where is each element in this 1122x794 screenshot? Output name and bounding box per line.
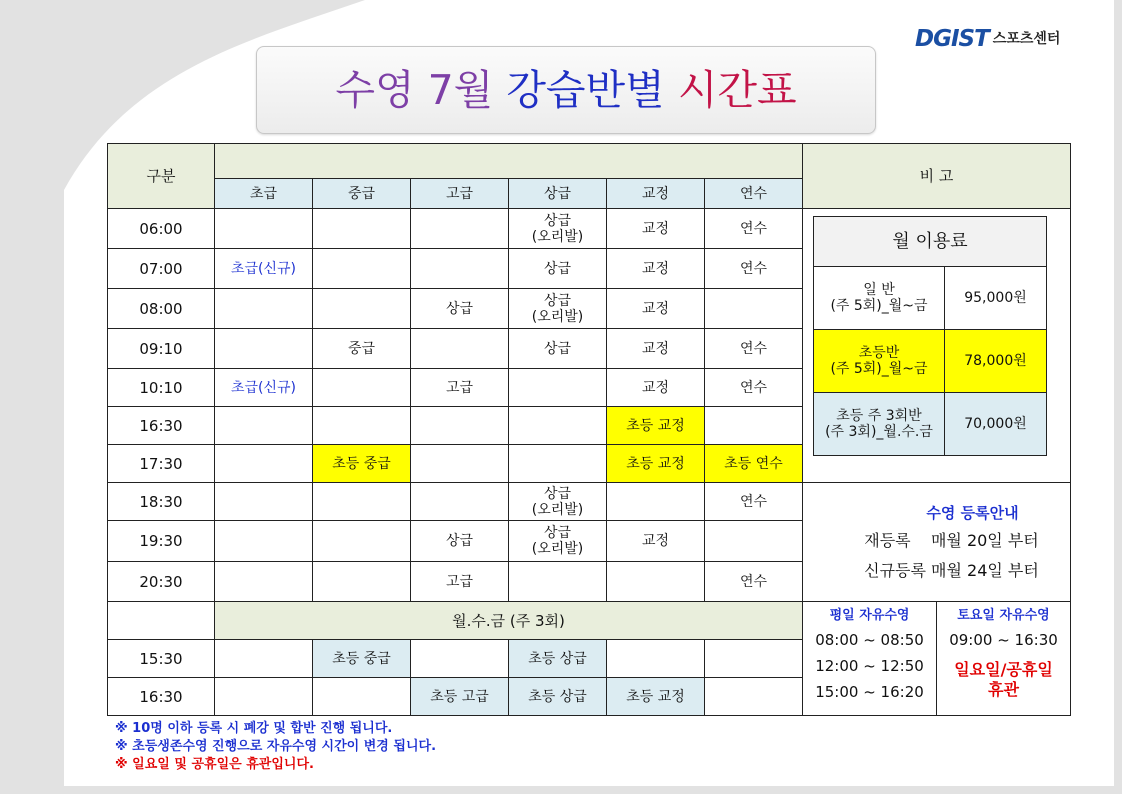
class-cell: 초급(신규) bbox=[215, 369, 313, 407]
weekday-time: 15:00 ~ 16:20 bbox=[815, 683, 924, 701]
class-cell: 교정 bbox=[607, 209, 705, 249]
class-cell bbox=[509, 407, 607, 445]
class-cell: 연수 bbox=[705, 209, 803, 249]
time-cell: 15:30 bbox=[108, 640, 215, 678]
registration-line: 재등록 매월 20일 부터 bbox=[864, 531, 1039, 550]
weekday-free-swim-title: 평일 자유수영 bbox=[829, 608, 910, 623]
class-cell bbox=[215, 521, 313, 562]
header-category: 구분 bbox=[108, 144, 215, 209]
level-header: 연수 bbox=[705, 179, 803, 209]
time-cell: 20:30 bbox=[108, 562, 215, 602]
class-cell: 교정 bbox=[607, 521, 705, 562]
class-cell bbox=[607, 562, 705, 602]
time-cell: 08:00 bbox=[108, 289, 215, 329]
class-cell: 상급 (오리발) bbox=[509, 521, 607, 562]
class-cell: 연수 bbox=[705, 562, 803, 602]
dgist-logo bbox=[915, 26, 1060, 52]
frame-right bbox=[1114, 0, 1122, 794]
class-cell: 상급 bbox=[509, 329, 607, 369]
class-cell bbox=[313, 483, 411, 521]
class-cell bbox=[411, 407, 509, 445]
page-title bbox=[256, 46, 876, 134]
class-cell: 교정 bbox=[607, 289, 705, 329]
fee-label: 일 반 (주 5회)_월~금 bbox=[814, 267, 945, 330]
class-cell bbox=[215, 209, 313, 249]
level-header: 교정 bbox=[607, 179, 705, 209]
class-cell bbox=[313, 289, 411, 329]
header-group-blank bbox=[215, 144, 803, 179]
mwf-header: 월.수.금 (주 3회) bbox=[215, 602, 803, 640]
class-cell: 상급 bbox=[509, 249, 607, 289]
class-cell: 상급 bbox=[411, 289, 509, 329]
class-cell: 고급 bbox=[411, 562, 509, 602]
fee-price: 70,000원 bbox=[945, 393, 1047, 456]
class-cell: 교정 bbox=[607, 329, 705, 369]
class-cell: 초급(신규) bbox=[215, 249, 313, 289]
fee-table bbox=[813, 216, 1047, 456]
level-header: 중급 bbox=[313, 179, 411, 209]
time-cell: 18:30 bbox=[108, 483, 215, 521]
class-cell: 고급 bbox=[411, 369, 509, 407]
class-cell bbox=[705, 521, 803, 562]
class-cell bbox=[509, 445, 607, 483]
class-cell bbox=[215, 562, 313, 602]
class-cell: 초등 고급 bbox=[411, 678, 509, 716]
class-cell: 상급 (오리발) bbox=[509, 209, 607, 249]
class-cell bbox=[313, 369, 411, 407]
schedule-table bbox=[107, 143, 1071, 716]
table-row bbox=[108, 602, 1071, 640]
time-cell: 10:10 bbox=[108, 369, 215, 407]
closed-notice: 일요일/공휴일 휴관 bbox=[954, 660, 1053, 699]
level-header: 상급 bbox=[509, 179, 607, 209]
class-cell: 연수 bbox=[705, 249, 803, 289]
title-part2: 강습반별 bbox=[506, 66, 665, 114]
level-header: 초급 bbox=[215, 179, 313, 209]
class-cell: 초등 상급 bbox=[509, 640, 607, 678]
class-cell: 초등 상급 bbox=[509, 678, 607, 716]
class-cell bbox=[313, 249, 411, 289]
time-cell: 07:00 bbox=[108, 249, 215, 289]
level-header: 고급 bbox=[411, 179, 509, 209]
class-cell bbox=[313, 209, 411, 249]
class-cell: 초등 중급 bbox=[313, 445, 411, 483]
class-cell: 초등 중급 bbox=[313, 640, 411, 678]
class-cell bbox=[607, 483, 705, 521]
class-cell bbox=[411, 329, 509, 369]
class-cell bbox=[411, 483, 509, 521]
class-cell bbox=[705, 407, 803, 445]
title-part1: 수영 7월 bbox=[335, 66, 494, 114]
registration-line: 신규등록 매월 24일 부터 bbox=[864, 561, 1039, 580]
fee-price: 78,000원 bbox=[945, 330, 1047, 393]
fee-price: 95,000원 bbox=[945, 267, 1047, 330]
class-cell bbox=[215, 678, 313, 716]
notes bbox=[115, 720, 436, 774]
class-cell bbox=[607, 640, 705, 678]
class-cell: 연수 bbox=[705, 329, 803, 369]
table-row bbox=[108, 209, 1071, 249]
saturday-free-swim-title: 토요일 자유수영 bbox=[957, 608, 1050, 623]
class-cell: 초등 교정 bbox=[607, 678, 705, 716]
class-cell bbox=[215, 329, 313, 369]
saturday-time: 09:00 ~ 16:30 bbox=[949, 631, 1058, 649]
weekday-time: 12:00 ~ 12:50 bbox=[815, 657, 924, 675]
note-3: ※ 일요일 및 공휴일은 휴관입니다. bbox=[115, 757, 314, 772]
class-cell bbox=[705, 678, 803, 716]
class-cell: 상급 (오리발) bbox=[509, 289, 607, 329]
registration-panel bbox=[803, 483, 1071, 602]
time-cell: 16:30 bbox=[108, 407, 215, 445]
class-cell bbox=[411, 249, 509, 289]
class-cell: 교정 bbox=[607, 249, 705, 289]
header-remarks: 비 고 bbox=[803, 144, 1071, 209]
fee-panel bbox=[803, 209, 1071, 483]
class-cell bbox=[509, 562, 607, 602]
class-cell bbox=[411, 640, 509, 678]
class-cell bbox=[313, 562, 411, 602]
time-cell: 16:30 bbox=[108, 678, 215, 716]
class-cell: 교정 bbox=[607, 369, 705, 407]
class-cell bbox=[313, 678, 411, 716]
table-row bbox=[108, 483, 1071, 521]
class-cell bbox=[215, 483, 313, 521]
weekday-time: 08:00 ~ 08:50 bbox=[815, 631, 924, 649]
class-cell bbox=[411, 209, 509, 249]
class-cell: 초등 교정 bbox=[607, 445, 705, 483]
logo-mark: DGIST bbox=[915, 26, 989, 52]
note-2: ※ 초등생존수영 진행으로 자유수영 시간이 변경 됩니다. bbox=[115, 739, 437, 754]
class-cell bbox=[215, 407, 313, 445]
fee-label: 초등 주 3회반 (주 3회)_월.수.금 bbox=[814, 393, 945, 456]
title-part3: 시간표 bbox=[677, 66, 797, 114]
time-cell: 06:00 bbox=[108, 209, 215, 249]
fee-label: 초등반 (주 5회)_월~금 bbox=[814, 330, 945, 393]
class-cell: 상급 (오리발) bbox=[509, 483, 607, 521]
time-cell: 09:10 bbox=[108, 329, 215, 369]
frame-bottom bbox=[0, 786, 1122, 794]
table-row bbox=[108, 144, 1071, 179]
class-cell bbox=[313, 407, 411, 445]
class-cell bbox=[705, 640, 803, 678]
time-cell: 19:30 bbox=[108, 521, 215, 562]
class-cell bbox=[705, 289, 803, 329]
class-cell bbox=[215, 289, 313, 329]
class-cell: 초등 교정 bbox=[607, 407, 705, 445]
logo-text: 스포츠센터 bbox=[992, 31, 1061, 47]
class-cell: 상급 bbox=[411, 521, 509, 562]
weekday-free-swim bbox=[803, 602, 937, 716]
registration-title: 수영 등록안내 bbox=[926, 504, 1019, 522]
blank-cell bbox=[108, 602, 215, 640]
class-cell bbox=[215, 445, 313, 483]
class-cell bbox=[215, 640, 313, 678]
class-cell: 연수 bbox=[705, 369, 803, 407]
class-cell bbox=[313, 521, 411, 562]
note-1: ※ 10명 이하 등록 시 폐강 및 합반 진행 됩니다. bbox=[115, 721, 393, 736]
fee-title: 월 이용료 bbox=[814, 217, 1047, 267]
time-cell: 17:30 bbox=[108, 445, 215, 483]
class-cell bbox=[411, 445, 509, 483]
class-cell: 연수 bbox=[705, 483, 803, 521]
class-cell bbox=[509, 369, 607, 407]
class-cell: 초등 연수 bbox=[705, 445, 803, 483]
class-cell: 중급 bbox=[313, 329, 411, 369]
saturday-free-swim bbox=[937, 602, 1071, 716]
